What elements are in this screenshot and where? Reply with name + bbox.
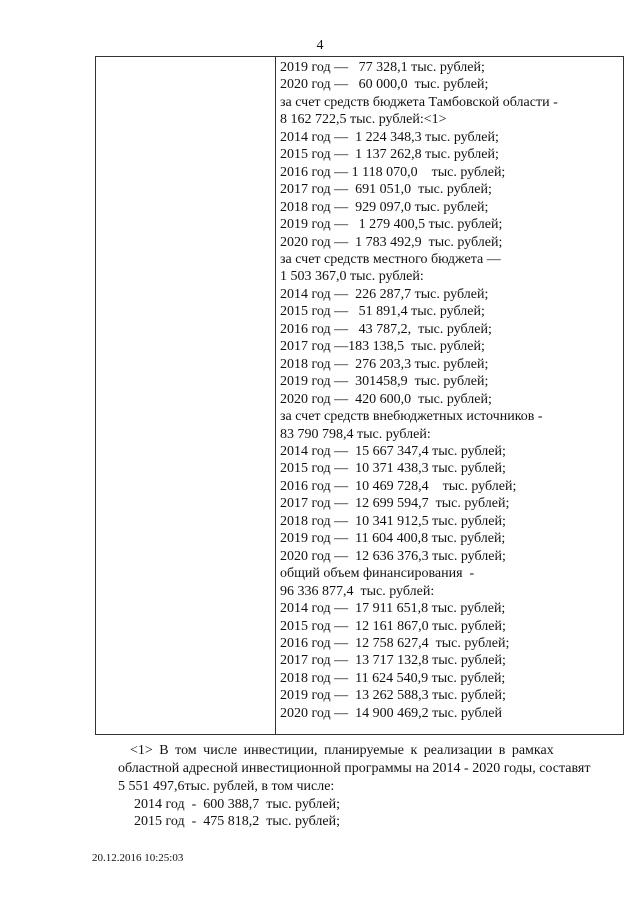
table-line: 2020 год — 420 600,0 тыс. рублей;	[280, 391, 492, 407]
footnote-year-line: 2014 год - 600 388,7 тыс. рублей;	[134, 797, 341, 812]
table-line: за счет средств внебюджетных источников -	[280, 409, 543, 425]
table-line: общий объем финансирования -	[280, 566, 475, 582]
table-right-cell	[276, 57, 623, 734]
table-line: 2019 год — 301458,9 тыс. рублей;	[280, 374, 489, 390]
table-line: 2017 год —183 138,5 тыс. рублей;	[280, 339, 485, 355]
table-line: за счет средств местного бюджета —	[280, 251, 501, 267]
table-line: 2019 год — 13 262 588,3 тыс. рублей;	[280, 688, 506, 704]
table-line: 2018 год — 276 203,3 тыс. рублей;	[280, 356, 489, 372]
table-line: 2014 год — 1 224 348,3 тыс. рублей;	[280, 129, 499, 145]
table-line: 2015 год — 1 137 262,8 тыс. рублей;	[280, 147, 499, 163]
table-line: 2020 год — 1 783 492,9 тыс. рублей;	[280, 234, 503, 250]
table-line: 2016 год — 10 469 728,4 тыс. рублей;	[280, 478, 517, 494]
table-line: 2018 год — 929 097,0 тыс. рублей;	[280, 199, 489, 215]
table-line: 96 336 877,4 тыс. рублей:	[280, 583, 435, 599]
table-line: 2017 год — 12 699 594,7 тыс. рублей;	[280, 496, 510, 512]
table-line: 2019 год — 1 279 400,5 тыс. рублей;	[280, 217, 503, 233]
table-line: 1 503 367,0 тыс. рублей:	[280, 269, 424, 285]
print-timestamp: 20.12.2016 10:25:03	[92, 852, 184, 864]
table-left-cell	[96, 57, 276, 734]
table-line: 2020 год — 60 000,0 тыс. рублей;	[280, 77, 489, 93]
table-line: 2016 год — 12 758 627,4 тыс. рублей;	[280, 635, 510, 651]
table-line: 2015 год — 10 371 438,3 тыс. рублей;	[280, 461, 506, 477]
table-line: 2019 год — 11 604 400,8 тыс. рублей;	[280, 531, 506, 547]
table-line: 83 790 798,4 тыс. рублей:	[280, 426, 431, 442]
table-line: 2017 год — 691 051,0 тыс. рублей;	[280, 182, 492, 198]
footnote-first-line: <1> В том числе инвестиции, планируемые к реализации в рамках	[130, 743, 554, 758]
table-line: 2018 год — 10 341 912,5 тыс. рублей;	[280, 513, 506, 529]
table-line: 2014 год — 226 287,7 тыс. рублей;	[280, 286, 489, 302]
table-line: 2014 год — 17 911 651,8 тыс. рублей;	[280, 601, 506, 617]
footnote-third-line: 5 551 497,6тыс. рублей, в том числе:	[118, 779, 335, 794]
table-line: 2017 год — 13 717 132,8 тыс. рублей;	[280, 653, 506, 669]
table-line: 8 162 722,5 тыс. рублей:<1>	[280, 112, 447, 128]
table-line: 2020 год — 12 636 376,3 тыс. рублей;	[280, 548, 506, 564]
table-line: 2019 год — 77 328,1 тыс. рублей;	[280, 60, 485, 75]
footnote-year-line: 2015 год - 475 818,2 тыс. рублей;	[134, 814, 341, 829]
table-line: 2014 год — 15 667 347,4 тыс. рублей;	[280, 443, 506, 459]
table-line: 2020 год — 14 900 469,2 тыс. рублей	[280, 705, 502, 721]
footnote-second-line: областной адресной инвестиционной программы на 2014 - 2020 годы, составят	[118, 761, 591, 776]
table-line: 2015 год — 12 161 867,0 тыс. рублей;	[280, 618, 506, 634]
table-line: 2016 год — 43 787,2, тыс. рублей;	[280, 321, 492, 337]
table-line: 2016 год — 1 118 070,0 тыс. рублей;	[280, 164, 506, 180]
table-line: 2015 год — 51 891,4 тыс. рублей;	[280, 304, 485, 320]
funding-table	[95, 56, 624, 735]
page-number: 4	[316, 38, 324, 53]
table-line: за счет средств бюджета Тамбовской области -	[280, 94, 558, 110]
table-line: 2018 год — 11 624 540,9 тыс. рублей;	[280, 670, 506, 686]
